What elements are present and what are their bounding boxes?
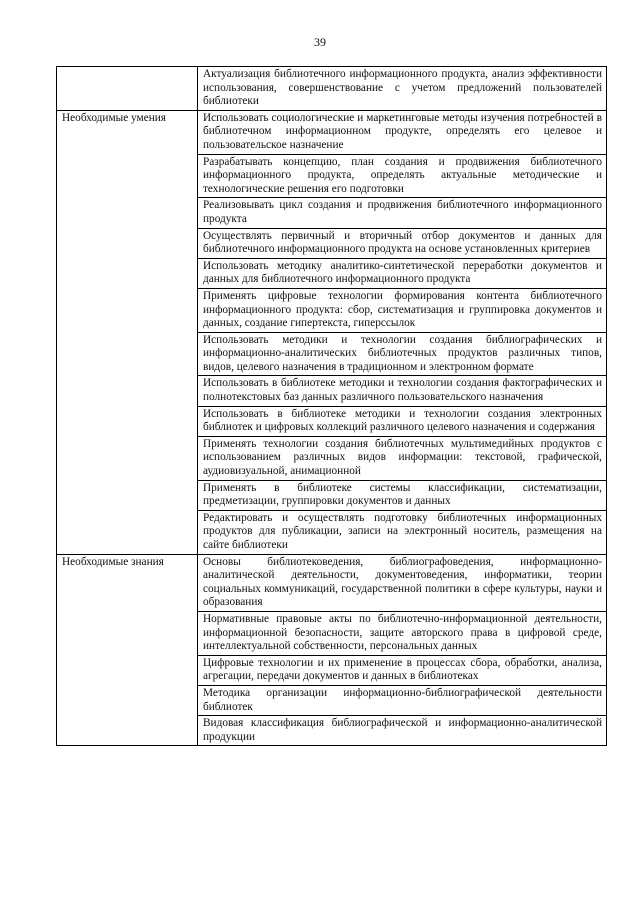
competency-table bbox=[56, 66, 607, 746]
row-text: Использовать методики и технологии создания библиографических и информационно-аналитических библиотечных продуктов различных типов, видов, целевого назначения в традиционном и электронном формате bbox=[198, 332, 607, 376]
row-text: Разрабатывать концепцию, план создания и продвижения библиотечного информационного продукта, определять актуальные методические и технологические решения его подготовки bbox=[198, 154, 607, 198]
table-row bbox=[57, 67, 607, 111]
row-text: Использовать методику аналитико-синтетической переработки документов и данных для библиотечного информационного продукта bbox=[198, 258, 607, 288]
page-number: 39 bbox=[314, 35, 326, 49]
row-text: Видовая классификация библиографической и информационно-аналитической продукции bbox=[198, 716, 607, 746]
row-text: Актуализация библиотечного информационного продукта, анализ эффективности использования, совершенствование с учетом предложений пользователей библиотеки bbox=[198, 67, 607, 111]
row-text: Применять цифровые технологии формирования контента библиотечного информационного продукта: сбор, систематизация и группировка документов и данных, создание гипертекста, гиперссылок bbox=[198, 288, 607, 332]
row-label bbox=[57, 67, 198, 111]
row-text: Методика организации информационно-библиографической деятельности библиотек bbox=[198, 685, 607, 715]
row-text: Использовать в библиотеке методики и технологии создания фактографических и полнотекстовых баз данных различного пользовательского назначения bbox=[198, 376, 607, 406]
row-text: Редактировать и осуществлять подготовку библиотечных информационных продуктов для публикации, записи на электронный носитель, размещения на сайте библиотеки bbox=[198, 510, 607, 554]
row-text: Основы библиотековедения, библиографоведения, информационно-аналитической деятельности, документоведения, информатики, теории социальных коммуникаций, государственной политики в сфере культуры, науки и образования bbox=[198, 554, 607, 611]
row-text: Использовать социологические и маркетинговые методы изучения потребностей в библиотечном информационном продукте, определять его целевое и пользовательское назначение bbox=[198, 110, 607, 154]
table-row bbox=[57, 110, 607, 154]
row-text: Применять технологии создания библиотечных мультимедийных продуктов с использованием различных видов информации: текстовой, графической, аудиовизуальной, анимационной bbox=[198, 436, 607, 480]
row-text: Цифровые технологии и их применение в процессах сбора, обработки, анализа, агрегации, передачи документов и данных в библиотеках bbox=[198, 655, 607, 685]
row-label-knowledge: Необходимые знания bbox=[57, 554, 198, 746]
row-text: Нормативные правовые акты по библиотечно-информационной деятельности, информационной безопасности, защите авторского права в цифровой среде, интеллектуальной собственности, персональных данных bbox=[198, 611, 607, 655]
row-text: Осуществлять первичный и вторичный отбор документов и данных для библиотечного информационного продукта на основе установленных критериев bbox=[198, 228, 607, 258]
row-text: Применять в библиотеке системы классификации, систематизации, предметизации, группировки документов и данных bbox=[198, 480, 607, 510]
table-row bbox=[57, 554, 607, 611]
competency-table-body bbox=[57, 67, 607, 746]
row-text: Реализовывать цикл создания и продвижения библиотечного информационного продукта bbox=[198, 198, 607, 228]
row-label-skills: Необходимые умения bbox=[57, 110, 198, 554]
row-text: Использовать в библиотеке методики и технологии создания электронных библиотек и цифровых коллекций различного целевого назначения и содержания bbox=[198, 406, 607, 436]
